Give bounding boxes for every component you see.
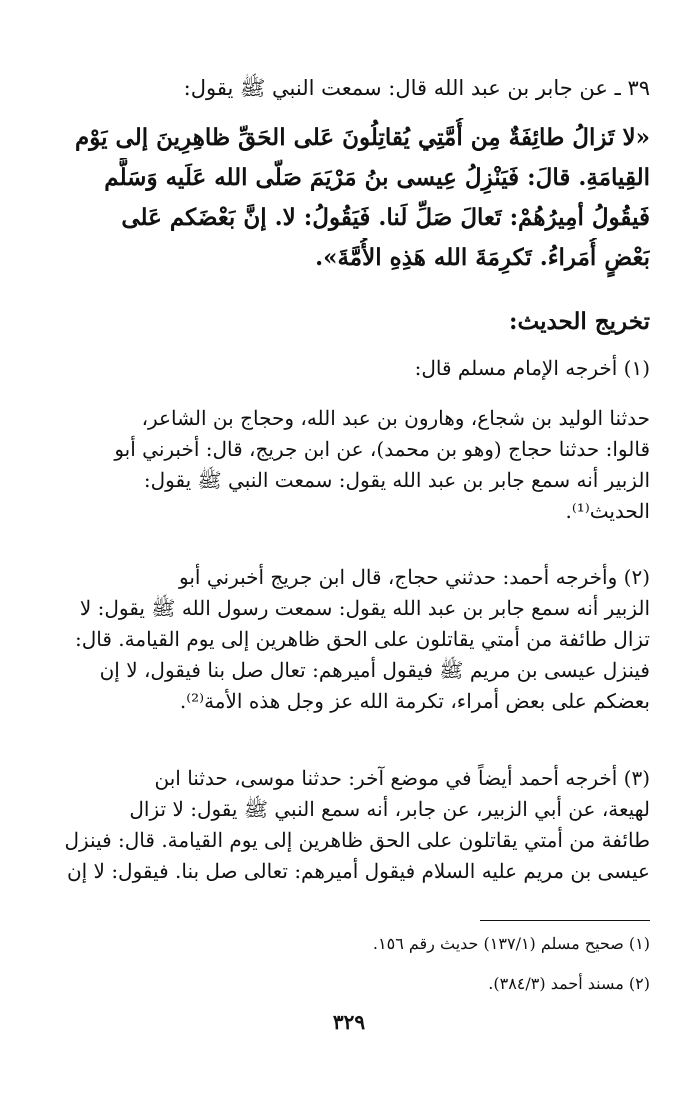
paragraph-line: طائفة من أمتي يقاتلون على الحق ظاهرين إلى يوم القيامة. قال: فينزل — [64, 828, 650, 852]
takhrij-paragraph-4 — [48, 763, 650, 887]
hadith-line: القِيامَةِ. قالَ: فَيَنْزِلُ عِيسى بنُ مَرْيَمَ صَلّى الله عَلَيه وَسَلَّم — [104, 164, 650, 191]
hadith-text — [48, 118, 650, 278]
paragraph-line: (٣) أخرجه أحمد أيضاً في موضع آخر: حدثنا موسى، حدثنا ابن — [154, 766, 650, 790]
hadith-line: بَعْضٍ أُمَراءُ. تَكرِمَةَ الله هَذِهِ الأُمَّةَ». — [315, 244, 650, 271]
paragraph-line: حدثنا الوليد بن شجاع، وهارون بن عبد الله، وحجاج بن الشاعر، — [141, 406, 650, 430]
footnote-1 — [48, 932, 650, 956]
paragraph-line: تزال طائفة من أمتي يقاتلون على الحق ظاهرين إلى يوم القيامة. قال: — [75, 627, 650, 651]
paragraph-line: بعضكم على بعض أمراء، تكرمة الله عز وجل هذه الأمة⁽²⁾. — [179, 689, 650, 713]
takhrij-paragraph-3 — [48, 562, 650, 717]
page-number: ٣٢٩ — [332, 1010, 366, 1034]
takhrij-paragraph-1 — [48, 352, 650, 384]
hadith-heading-line: ٣٩ ـ عن جابر بن عبد الله قال: سمعت النبي ﷺ يقول: — [183, 76, 650, 100]
paragraph-line: الزبير أنه سمع جابر بن عبد الله يقول: سمعت النبي ﷺ يقول: — [143, 468, 650, 492]
hadith-line: فَيقُولُ أمِيرُهُمْ: تَعالَ صَلِّ لَنا. فَيَقُولُ: لا. إنَّ بَعْضَكم عَلى — [121, 204, 650, 231]
section-title: تخريج الحديث: — [509, 308, 650, 335]
paragraph-line: (٢) وأخرجه أحمد: حدثني حجاج، قال ابن جريج أخبرني أبو — [179, 565, 650, 589]
paragraph-line: الزبير أنه سمع جابر بن عبد الله يقول: سمعت رسول الله ﷺ يقول: لا — [79, 596, 650, 620]
footnote-line: (٢) مسند أحمد (٣٨٤/٣). — [488, 974, 650, 993]
paragraph-line: (١) أخرجه الإمام مسلم قال: — [414, 356, 650, 380]
hadith-heading — [48, 72, 650, 104]
paragraph-line: قالوا: حدثنا حجاج (وهو بن محمد)، عن ابن جريج، قال: أخبرني أبو — [114, 437, 650, 461]
footnote-2 — [48, 972, 650, 996]
paragraph-line: فينزل عيسى بن مريم ﷺ فيقول أميرهم: تعال صل بنا فيقول، لا إن — [99, 658, 650, 682]
takhrij-paragraph-2 — [48, 403, 650, 527]
paragraph-line: الحديث⁽¹⁾. — [565, 499, 650, 523]
paragraph-line: لهيعة، عن أبي الزبير، عن جابر، أنه سمع النبي ﷺ يقول: لا تزال — [129, 797, 650, 821]
footnote-line: (١) صحيح مسلم (١٣٧/١) حديث رقم ١٥٦. — [372, 934, 650, 953]
paragraph-line: عيسى بن مريم عليه السلام فيقول أميرهم: تعالى صل بنا. فيقول: لا إن — [66, 859, 650, 883]
footnote-divider — [480, 920, 650, 921]
hadith-line: «لا تَزالُ طائِفَةٌ مِن أُمَّتِي يُقاتِلُونَ عَلى الحَقِّ ظاهِرِينَ إلى يَوْم — [75, 124, 650, 151]
